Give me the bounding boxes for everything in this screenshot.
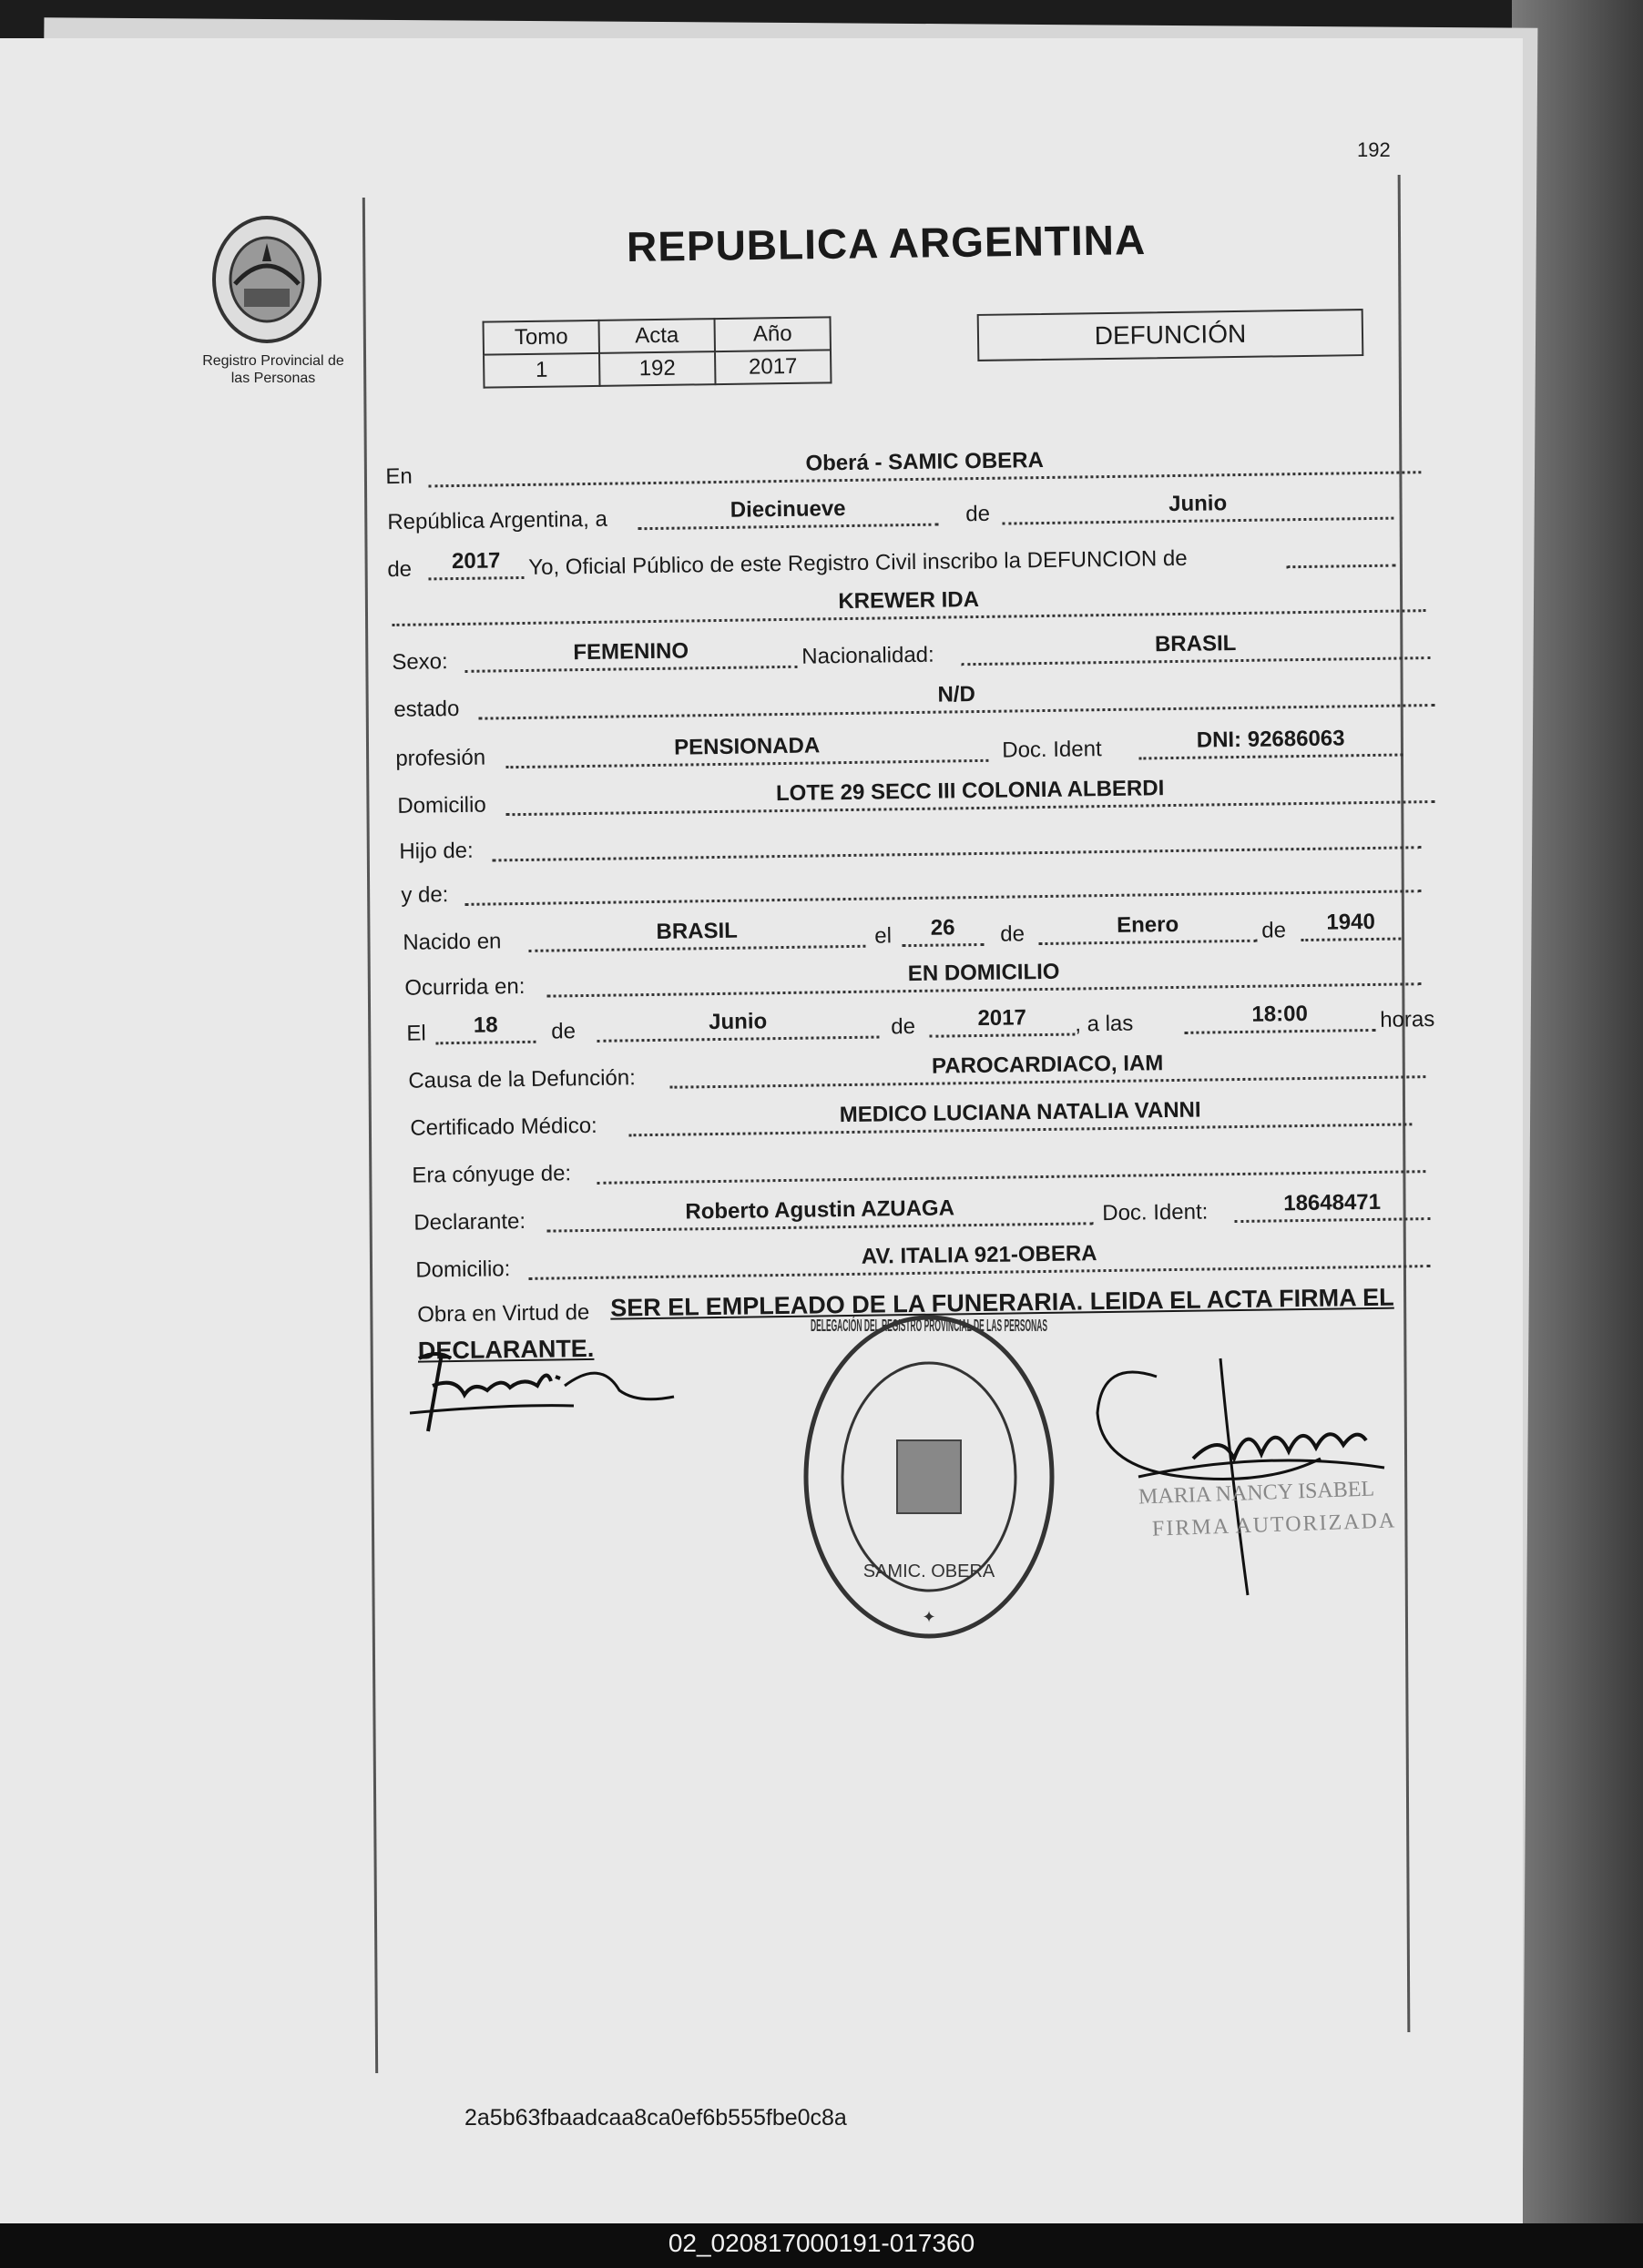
def-de1: de (551, 1019, 577, 1044)
nac-de1: de (1000, 921, 1026, 947)
dotted-line (597, 1168, 1425, 1185)
year-prefix: de (387, 556, 413, 583)
nac-anio: 1940 (1326, 909, 1376, 935)
registry-label-line2: las Personas (230, 371, 316, 386)
dotted-line (464, 888, 1421, 906)
republica-label: República Argentina, a (387, 506, 608, 535)
domicilio-label: Domicilio (397, 792, 486, 819)
profesion-label: profesión (395, 745, 486, 771)
estado-label: estado (393, 696, 460, 722)
estado-value: N/D (937, 682, 976, 707)
causa-label: Causa de la Defunción: (408, 1065, 637, 1093)
def-de2: de (891, 1013, 916, 1040)
doc-value: DNI: 92686063 (1196, 726, 1345, 753)
registry-label-line1: Registro Provincial de (202, 353, 344, 369)
value-tomo: 1 (484, 353, 599, 388)
dotted-line (902, 941, 984, 947)
def-dia: 18 (473, 1012, 498, 1038)
registry-label (182, 352, 364, 387)
decl-dom-label: Domicilio: (415, 1256, 511, 1283)
obra-value-2: DECLARANTE. (417, 1334, 595, 1365)
document-page (0, 38, 1523, 2223)
sexo-value: FEMENINO (573, 638, 689, 666)
header-anio: Año (714, 317, 830, 351)
svg-text:✦: ✦ (922, 1608, 936, 1626)
nac-mes: Enero (1116, 911, 1179, 938)
dia-value: Diecinueve (730, 496, 846, 523)
obra-value-1: SER EL EMPLEADO DE LA FUNERARIA. LEIDA EL ACTA FIRMA EL (609, 1283, 1394, 1322)
page-number: 192 (1357, 138, 1391, 161)
ocurrida-label: Ocurrida en: (404, 973, 526, 1001)
header-tomo: Tomo (484, 320, 599, 355)
inscribo-text: Yo, Oficial Público de este Registro Civil inscribo la DEFUNCION de (528, 545, 1188, 580)
record-table (483, 316, 832, 388)
official-stamp-name: MARIA NANCY ISABEL (1138, 1477, 1375, 1510)
nacionalidad-label: Nacionalidad: (801, 642, 934, 669)
dotted-line (435, 1039, 536, 1045)
nacido-value: BRASIL (656, 918, 739, 944)
nombre-value: KREWER IDA (838, 586, 980, 615)
el2-label: El (406, 1021, 426, 1046)
en-label: En (385, 463, 413, 490)
seal-inner-text: SAMIC. OBERA (862, 1561, 995, 1581)
declarante-value: Roberto Agustin AZUAGA (685, 1195, 955, 1225)
decl-dom-value: AV. ITALIA 921-OBERA (861, 1241, 1097, 1269)
value-acta: 192 (599, 351, 715, 386)
profesion-value: PENSIONADA (673, 733, 821, 760)
ocurrida-value: EN DOMICILIO (907, 959, 1060, 987)
nac-dia: 26 (930, 915, 955, 941)
yde-label: y de: (401, 882, 449, 908)
dotted-line (929, 1032, 1075, 1038)
nacionalidad-value: BRASIL (1154, 631, 1237, 657)
horas-label: horas (1380, 1007, 1435, 1032)
domicilio-value: LOTE 29 SECC III COLONIA ALBERDI (775, 776, 1165, 807)
seal-outer-text: DELEGACIÓN DEL REGISTRO PROVINCIAL DE LAS PERSONAS (811, 1317, 1314, 1335)
value-anio: 2017 (715, 350, 831, 384)
decl-doc-label: Doc. Ident: (1102, 1199, 1209, 1226)
certificado-label: Certificado Médico: (410, 1113, 597, 1141)
dotted-line (428, 575, 524, 580)
official-stamp-role: FIRMA AUTORIZADA (1151, 1509, 1397, 1541)
de-label: de (965, 501, 991, 527)
declarante-label: Declarante: (413, 1208, 526, 1236)
alas-label: , a las (1075, 1011, 1134, 1037)
causa-value: PAROCARDIACO, IAM (931, 1051, 1164, 1079)
nacido-label: Nacido en (403, 929, 502, 955)
record-type-box: DEFUNCIÓN (977, 309, 1364, 361)
document-title: REPUBLICA ARGENTINA (626, 216, 1147, 270)
document-hash: 2a5b63fbaadcaa8ca0ef6b555fbe0c8a (464, 2105, 847, 2131)
dotted-line (1286, 563, 1395, 569)
def-anio: 2017 (977, 1005, 1027, 1032)
obra-label: Obra en Virtud de (417, 1299, 590, 1327)
dotted-line (1301, 936, 1401, 942)
decl-doc-value: 18648471 (1283, 1189, 1382, 1216)
hijo-label: Hijo de: (399, 838, 474, 864)
conyuge-label: Era cónyuge de: (412, 1161, 572, 1188)
province-crest-icon (208, 211, 326, 348)
def-hora: 18:00 (1251, 1001, 1309, 1027)
year-value: 2017 (451, 548, 501, 575)
bottom-file-code: 02_020817000191-017360 (668, 2229, 975, 2257)
header-acta: Acta (599, 319, 715, 353)
mes-value: Junio (1168, 491, 1228, 517)
en-value: Oberá - SAMIC OBERA (805, 448, 1045, 476)
el-label: el (874, 923, 893, 949)
doc-label: Doc. Ident (1002, 737, 1102, 763)
sexo-label: Sexo: (392, 649, 448, 675)
nac-de2: de (1261, 918, 1287, 943)
def-mes: Junio (709, 1009, 768, 1035)
declarant-signature-icon (401, 1331, 692, 1440)
certificado-value: MEDICO LUCIANA NATALIA VANNI (839, 1097, 1201, 1128)
